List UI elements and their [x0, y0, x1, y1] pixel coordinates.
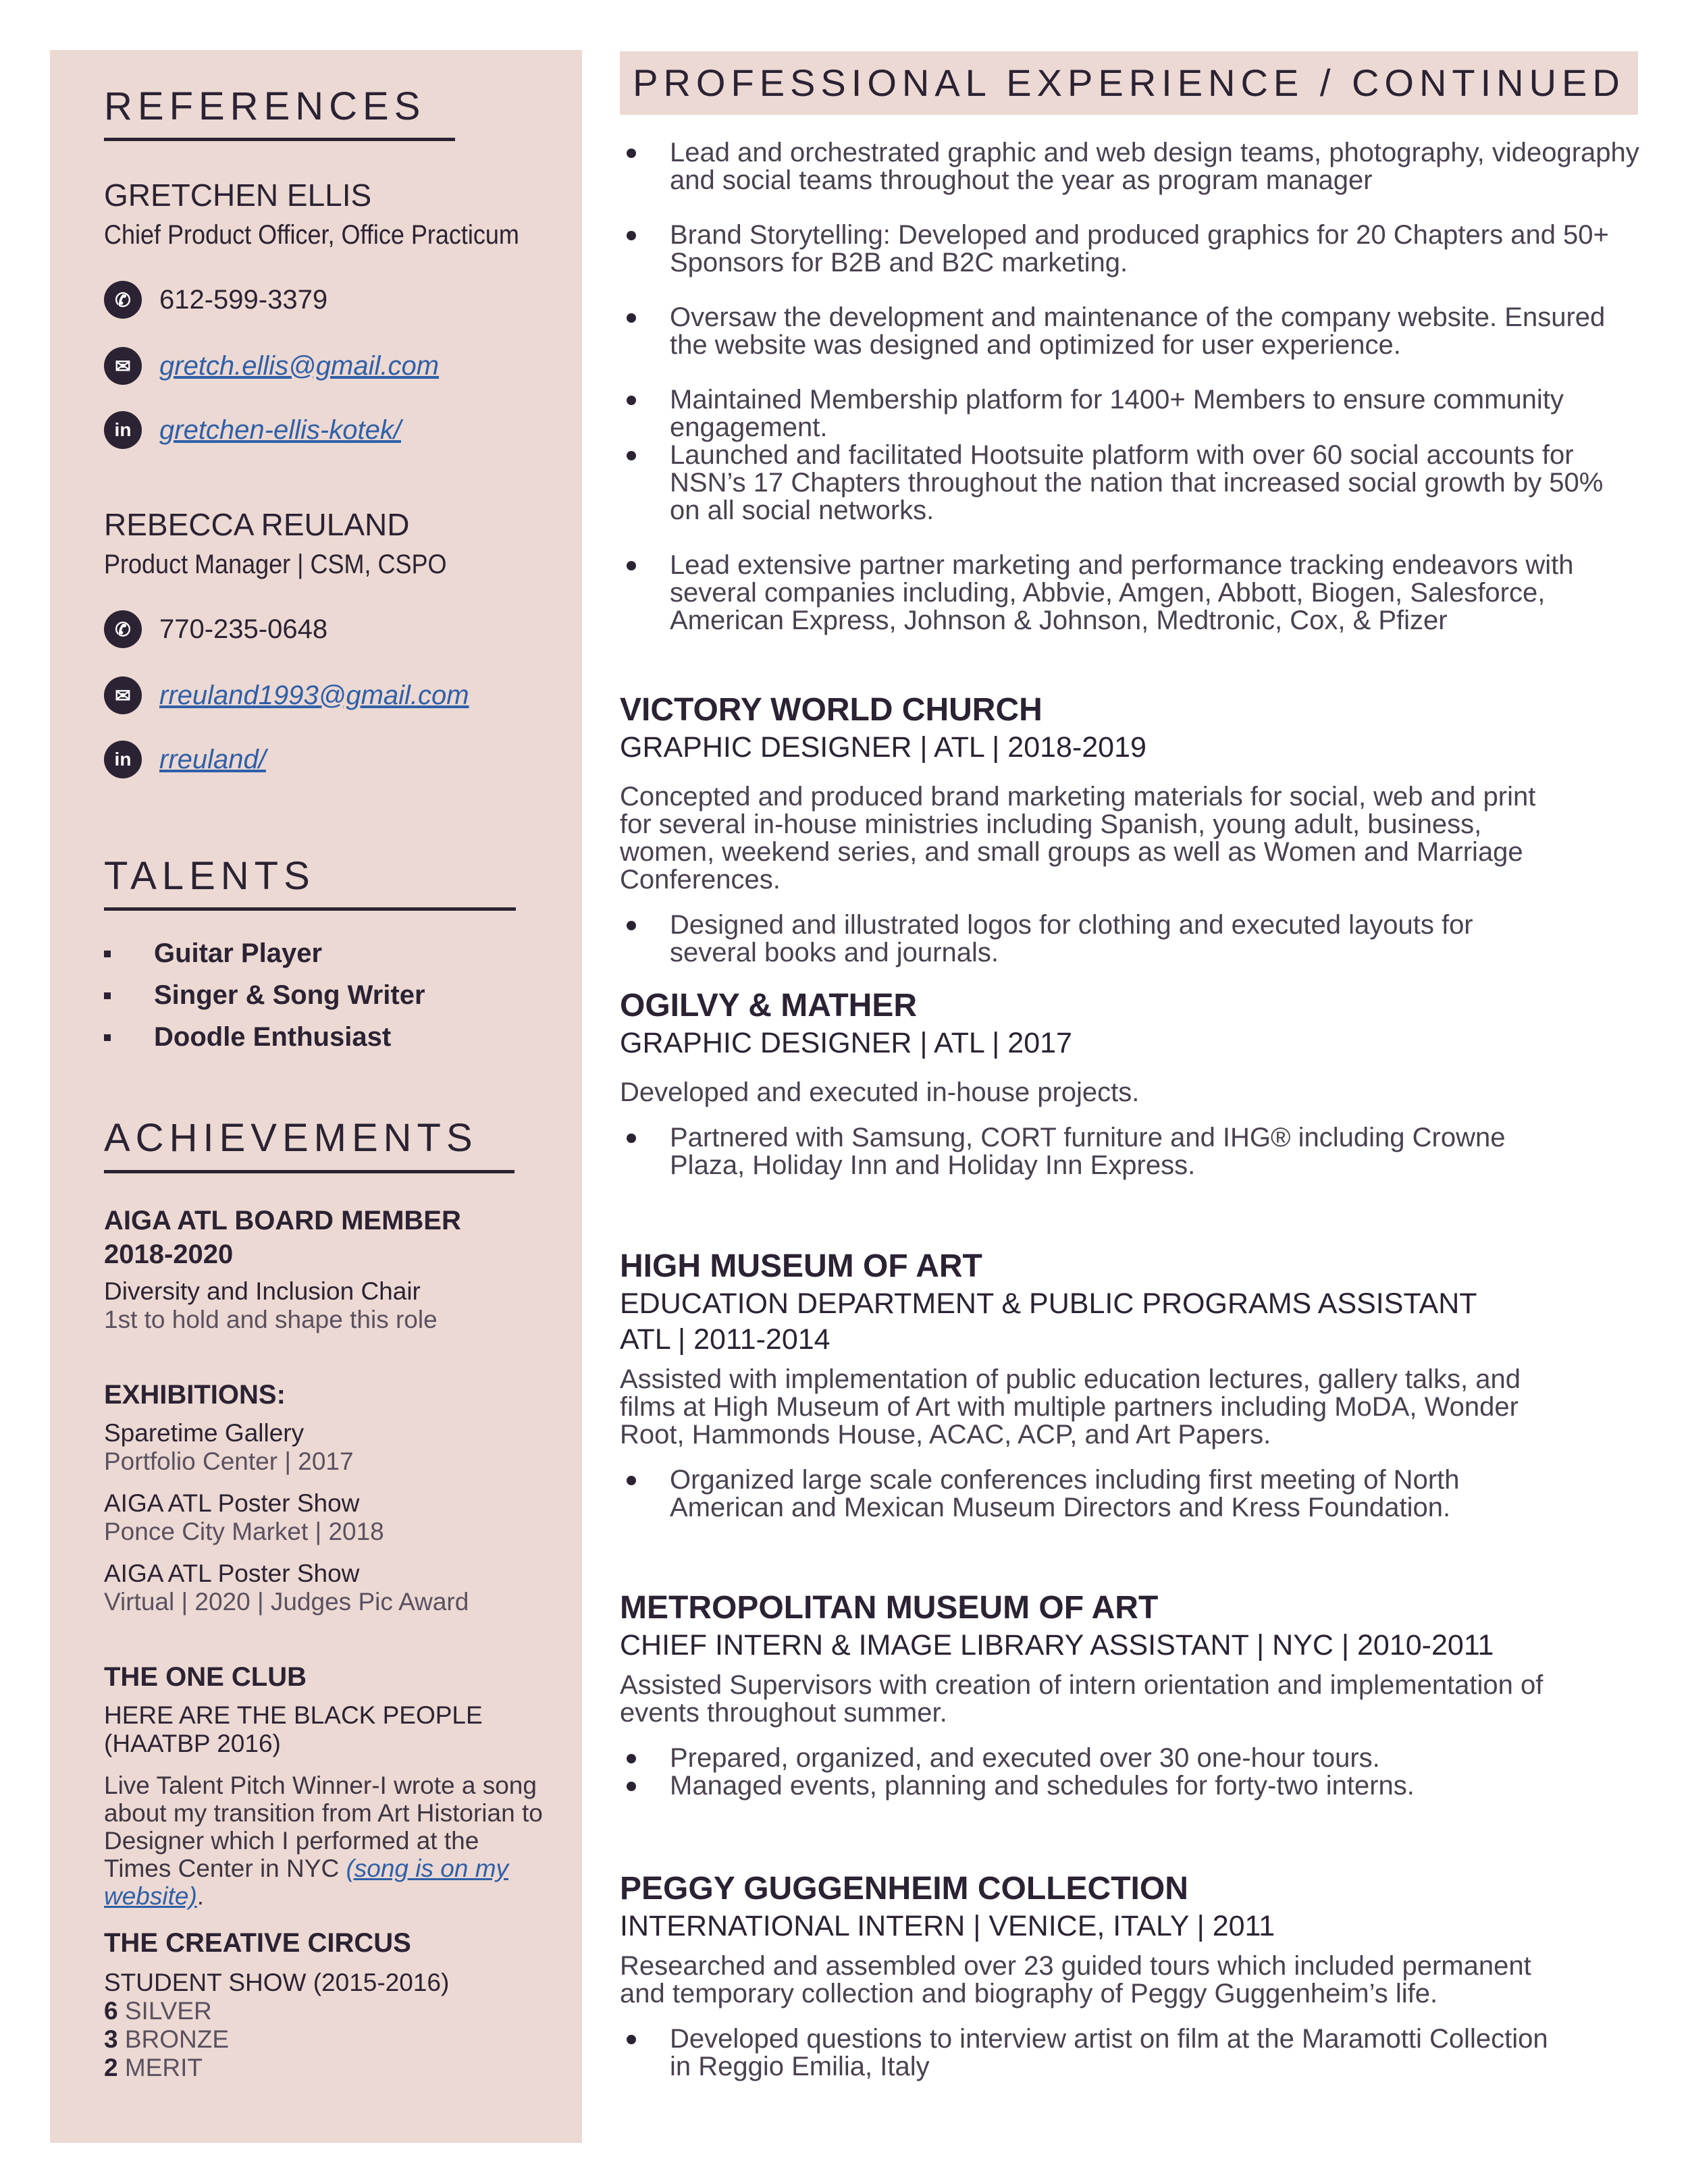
talent-label: Singer & Song Writer	[154, 980, 425, 1010]
job-organization: OGILVY & MATHER	[620, 988, 918, 1023]
job-organization: PEGGY GUGGENHEIM COLLECTION	[620, 1871, 1188, 1907]
aiga-board-note: 1st to hold and shape this role	[104, 1306, 438, 1333]
job-bullet-list	[620, 1744, 1552, 1800]
one-club-description	[104, 1772, 550, 1910]
linkedin-icon: in	[104, 741, 142, 778]
award-row	[104, 2054, 203, 2082]
list-item: Brand Storytelling: Developed and produced graphics for 20 Chapters and 50+ Sponsors for B2B and B2C marketing.	[620, 221, 1639, 277]
square-bullet-icon	[104, 951, 111, 957]
talent-label: Guitar Player	[154, 938, 323, 968]
banner-title: PROFESSIONAL EXPERIENCE / CONTINUED	[633, 61, 1625, 104]
job-role: INTERNATIONAL INTERN | VENICE, ITALY | 2011	[620, 1910, 1275, 1942]
phone-icon: ✆	[104, 610, 142, 648]
reference-role: Chief Product Officer, Office Practicum	[104, 220, 519, 250]
list-item: Oversaw the development and maintenance of the company website. Ensured the website was designed and optimized for user experience.	[620, 304, 1639, 359]
list-item: Lead and orchestrated graphic and web design teams, photography, videography and social teams throughout the year as program manager	[620, 139, 1639, 194]
reference-linkedin-link[interactable]: gretchen-ellis-kotek/	[159, 415, 401, 445]
one-club-show: HERE ARE THE BLACK PEOPLE	[104, 1701, 483, 1729]
aiga-board-role: Diversity and Inclusion Chair	[104, 1277, 421, 1305]
reference-name: GRETCHEN ELLIS	[104, 178, 372, 213]
award-row	[104, 1997, 212, 2025]
email-icon: ✉	[104, 676, 142, 714]
references-rule	[104, 138, 455, 141]
creative-circus-show: STUDENT SHOW (2015-2016)	[104, 1969, 450, 1996]
award-row	[104, 2025, 229, 2054]
exhibition-name: Sparetime Gallery	[104, 1419, 305, 1447]
talent-item	[104, 938, 322, 969]
list-item: Maintained Membership platform for 1400+ Members to ensure community engagement.	[620, 386, 1639, 442]
job-description: Assisted Supervisors with creation of intern orientation and implementation of events throughout summer.	[620, 1670, 1544, 1728]
reference-linkedin-row	[104, 411, 401, 449]
achievements-heading: ACHIEVEMENTS	[104, 1116, 478, 1160]
job-organization: HIGH MUSEUM OF ART	[620, 1248, 982, 1284]
talent-item	[104, 980, 425, 1011]
exhibition-name: AIGA ATL Poster Show	[104, 1489, 360, 1517]
job-bullet-list	[620, 2025, 1552, 2081]
job-description: Concepted and produced brand marketing materials for social, web and print for several in-house ministries including Spanish, young adult, business, women, weekend series, and small groups as well as Women and Marriage Conferences.	[620, 782, 1536, 895]
job-entry	[620, 1870, 1639, 2081]
exhibition-detail: Virtual | 2020 | Judges Pic Award	[104, 1588, 469, 1616]
section-banner	[620, 51, 1638, 115]
job-entry	[620, 1248, 1639, 1522]
list-item: Managed events, planning and schedules for forty-two interns.	[620, 1772, 1552, 1800]
list-item: Organized large scale conferences including first meeting of North American and Mexican Museum Directors and Kress Foundation.	[620, 1466, 1565, 1522]
job-role: GRAPHIC DESIGNER | ATL | 2017	[620, 1027, 1072, 1059]
talent-item	[104, 1022, 391, 1053]
reference-email-link[interactable]: rreuland1993@gmail.com	[159, 680, 469, 710]
exhibition-detail: Portfolio Center | 2017	[104, 1447, 354, 1475]
creative-circus-heading: THE CREATIVE CIRCUS	[104, 1928, 411, 1958]
list-item: Partnered with Samsung, CORT furniture and IHG® including Crowne Plaza, Holiday Inn and Holiday Inn Express.	[620, 1124, 1552, 1179]
reference-name: REBECCA REULAND	[104, 507, 410, 542]
one-club-heading: THE ONE CLUB	[104, 1662, 307, 1692]
job-organization: METROPOLITAN MUSEUM OF ART	[620, 1590, 1159, 1626]
award-count: 3	[104, 2025, 118, 2053]
job-organization: VICTORY WORLD CHURCH	[620, 692, 1043, 728]
square-bullet-icon	[104, 1034, 111, 1041]
one-club-text: Live Talent Pitch Winner-I wrote a song about my transition from Art Historian to Designer which I performed at the Times Center in NYC	[104, 1772, 543, 1882]
job-role-location: ATL | 2011-2014	[620, 1323, 830, 1356]
reference-email-row	[104, 676, 469, 714]
reference-phone-row	[104, 610, 327, 648]
aiga-board-heading: AIGA ATL BOARD MEMBER	[104, 1206, 461, 1235]
award-label: BRONZE	[124, 2025, 230, 2053]
sidebar	[50, 50, 582, 2143]
job-role: GRAPHIC DESIGNER | ATL | 2018-2019	[620, 731, 1146, 764]
aiga-board-years: 2018-2020	[104, 1240, 234, 1269]
job-entry	[620, 1589, 1639, 1800]
references-heading: REFERENCES	[104, 84, 426, 128]
award-label: SILVER	[124, 1997, 212, 2025]
square-bullet-icon	[104, 992, 111, 999]
one-club-year: (HAATBP 2016)	[104, 1730, 281, 1757]
job-bullet-list	[620, 911, 1552, 967]
job-entry	[620, 691, 1639, 967]
award-count: 6	[104, 1997, 118, 2025]
list-item: Lead extensive partner marketing and performance tracking endeavors with several companies including, Abbvie, Amgen, Abbott, Biogen, Salesforce, American Express, Johnson & Johnson, Medtronic, Cox, & Pfizer	[620, 552, 1639, 635]
job-bullet-list	[620, 1466, 1565, 1522]
reference-linkedin-link[interactable]: rreuland/	[159, 744, 266, 774]
reference-linkedin-row	[104, 741, 266, 778]
list-item: Developed questions to interview artist on film at the Maramotti Collection in Reggio Emilia, Italy	[620, 2025, 1552, 2081]
job-bullet-list	[620, 1124, 1552, 1179]
job-description: Researched and assembled over 23 guided tours which included permanent and temporary collection and biography of Peggy Guggenheim’s life.	[620, 1951, 1531, 2008]
job-description: Developed and executed in-house projects.	[620, 1077, 1140, 1107]
exhibition-detail: Ponce City Market | 2018	[104, 1518, 384, 1545]
talents-heading: TALENTS	[104, 854, 315, 898]
linkedin-icon: in	[104, 411, 142, 449]
exhibitions-heading: EXHIBITIONS:	[104, 1380, 286, 1410]
song-website-link[interactable]: (song is on my website)	[104, 1855, 509, 1910]
reference-email-link[interactable]: gretch.ellis@gmail.com	[159, 350, 440, 381]
list-item: Designed and illustrated logos for clothing and executed layouts for several books and journals.	[620, 911, 1552, 967]
list-item: Prepared, organized, and executed over 30 one-hour tours.	[620, 1744, 1552, 1772]
reference-email-row	[104, 347, 439, 385]
email-icon: ✉	[104, 347, 142, 385]
exhibition-name: AIGA ATL Poster Show	[104, 1560, 360, 1587]
reference-phone: 770-235-0648	[159, 614, 328, 644]
list-item: Launched and facilitated Hootsuite platform with over 60 social accounts for NSN’s 17 Chapters throughout the nation that increased social growth by 50% on all social networks.	[620, 442, 1639, 525]
award-label: MERIT	[124, 2054, 203, 2081]
job-entry	[620, 987, 1639, 1179]
reference-role: Product Manager | CSM, CSPO	[104, 550, 447, 579]
job-role: EDUCATION DEPARTMENT & PUBLIC PROGRAMS ASSISTANT	[620, 1287, 1477, 1320]
award-count: 2	[104, 2054, 118, 2081]
achievements-rule	[104, 1170, 515, 1173]
phone-icon: ✆	[104, 281, 142, 319]
reference-phone: 612-599-3379	[159, 284, 328, 315]
continued-bullet-list	[620, 139, 1639, 635]
talent-label: Doodle Enthusiast	[154, 1022, 392, 1052]
reference-phone-row	[104, 281, 327, 319]
one-club-period: .	[196, 1882, 205, 1910]
talents-rule	[104, 907, 516, 911]
job-description: Assisted with implementation of public education lectures, gallery talks, and films at High Museum of Art with multiple partners including MoDA, Wonder Root, Hammonds House, ACAC, ACP, and Art Papers.	[620, 1364, 1521, 1449]
job-role: CHIEF INTERN & IMAGE LIBRARY ASSISTANT | NYC | 2010-2011	[620, 1629, 1494, 1661]
